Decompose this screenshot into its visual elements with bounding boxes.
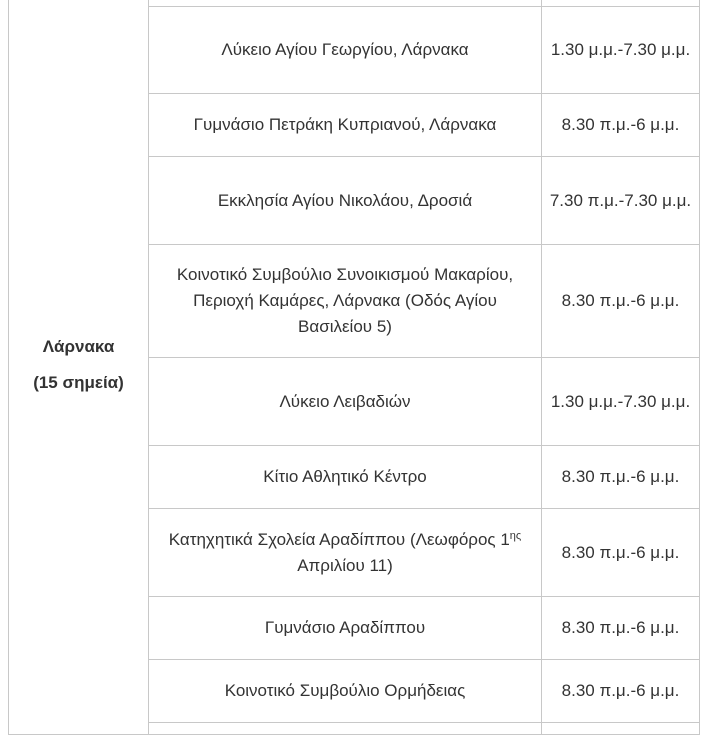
hours-cell: 1.30 μ.μ.-7.30 μ.μ. <box>542 358 700 446</box>
hours-cell: 1.30 μ.μ.-7.30 μ.μ. <box>542 7 700 94</box>
location-cell: Κοινοτικό Συμβούλιο Ορμήδειας <box>149 660 542 723</box>
hours-cell: 7.30 π.μ.-7.30 μ.μ. <box>542 157 700 245</box>
location-cell: Κίτιο Αθλητικό Κέντρο <box>149 446 542 509</box>
hours-cell: 8.30 π.μ.-6 μ.μ. <box>542 446 700 509</box>
location-text: Κατηχητικά Σχολεία Αραδίππου (Λεωφόρος 1 <box>168 529 510 549</box>
location-cell: Γυμνάσιο Πετράκη Κυπριανού, Λάρνακα <box>149 94 542 157</box>
location-text: Απριλίου 11) <box>297 555 393 575</box>
location-cell: Εκκλησία Αγίου Νικολάου, Δροσιά <box>149 157 542 245</box>
location-cell: Γυμνάσιο Αραδίππου <box>149 597 542 660</box>
region-count: (15 σημεία) <box>33 372 124 392</box>
location-cell: Κοινοτικό Συμβούλιο Συνοικισμού Μακαρίου, Περιοχή Καμάρες, Λάρνακα (Οδός Αγίου Βασιλείου 5) <box>149 245 542 358</box>
hours-cell: 8.30 π.μ.-6 μ.μ. <box>542 245 700 358</box>
region-cell <box>9 0 149 735</box>
hours-cell: 8.30 π.μ.-6 μ.μ. <box>542 660 700 723</box>
hours-cell: 8.30 π.μ.-6 μ.μ. <box>542 509 700 597</box>
location-cell: Λύκειο Λειβαδιών <box>149 358 542 446</box>
ordinal-suffix: ης <box>509 529 522 542</box>
location-cell <box>149 723 542 735</box>
region-name: Λάρνακα <box>42 336 115 356</box>
location-cell: Λύκειο Αγίου Γεωργίου, Λάρνακα <box>149 7 542 94</box>
location-cell <box>149 509 542 597</box>
hours-cell: 8.30 π.μ.-6 μ.μ. <box>542 94 700 157</box>
hours-cell <box>542 723 700 735</box>
vaccination-points-table <box>8 0 700 735</box>
hours-cell: 8.30 π.μ.-6 μ.μ. <box>542 597 700 660</box>
